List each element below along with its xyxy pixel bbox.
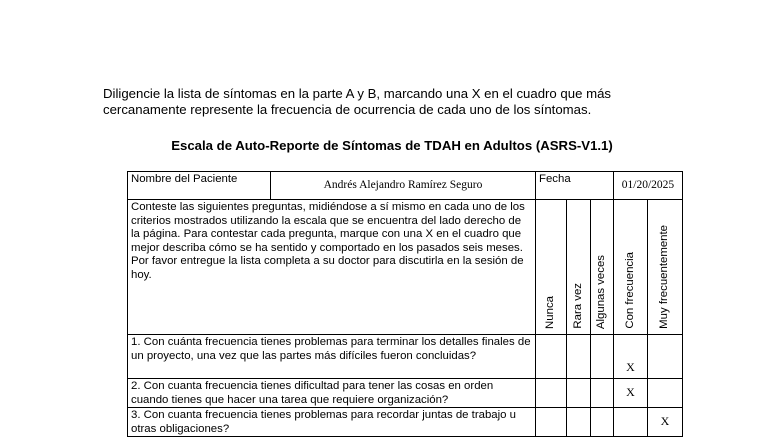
scale-header-algunas-veces	[591, 200, 614, 335]
answer-cell-rara-vez[interactable]	[567, 379, 591, 408]
form-directions: Conteste las siguientes preguntas, midiéndose a sí mismo en cada uno de los criterios mostrados utilizando la escala que se encuentra del lado derecho de la página. Para contestar cada pregunta, marque con una X en el cuadro que mejor describa cómo se ha sentido y comportado en los pasados seis meses. Por favor entregue la lista completa a su doctor para discutirla en la sesión de hoy.	[128, 200, 536, 335]
scale-label: Algunas veces	[595, 254, 608, 329]
answer-cell-algunas-veces[interactable]	[591, 379, 614, 408]
instructions-paragraph	[103, 86, 763, 118]
patient-name-value[interactable]: Andrés Alejandro Ramírez Seguro	[271, 172, 536, 200]
instructions-line-1: Diligencie la lista de síntomas en la parte A y B, marcando una X en el cuadro que más	[103, 86, 612, 101]
answer-cell-nunca[interactable]	[536, 379, 567, 408]
question-text: 1. Con cuánta frecuencia tienes problemas para terminar los detalles finales de un proyecto, una vez que las partes más difíciles fueron concluidas?	[128, 335, 536, 379]
date-value[interactable]: 01/20/2025	[614, 172, 683, 200]
question-row-3	[128, 408, 683, 437]
scale-header-nunca	[536, 200, 567, 335]
scale-label: Con frecuencia	[623, 252, 636, 329]
answer-cell-algunas-veces[interactable]	[591, 335, 614, 379]
answer-cell-muy-frecuentemente[interactable]	[648, 335, 683, 379]
scale-header-muy-frecuentemente	[648, 200, 683, 335]
question-row-2	[128, 379, 683, 408]
answer-cell-rara-vez[interactable]	[567, 408, 591, 437]
scale-label: Nunca	[544, 296, 557, 329]
question-text: 2. Con cuanta frecuencia tienes dificultad para tener las cosas en orden cuando tienes que hacer una tarea que requiere organización?	[128, 379, 536, 408]
answer-cell-nunca[interactable]	[536, 335, 567, 379]
form-title: Escala de Auto-Reporte de Síntomas de TDAH en Adultos (ASRS-V1.1)	[171, 138, 613, 153]
answer-cell-rara-vez[interactable]	[567, 335, 591, 379]
answer-cell-nunca[interactable]	[536, 408, 567, 437]
answer-cell-con-frecuencia[interactable]	[614, 408, 648, 437]
patient-name-label: Nombre del Paciente	[128, 172, 271, 200]
answer-cell-con-frecuencia[interactable]: X	[614, 379, 648, 408]
date-label: Fecha	[536, 172, 614, 200]
asrs-form-table	[127, 171, 683, 437]
answer-cell-con-frecuencia[interactable]: X	[614, 335, 648, 379]
scale-header-rara-vez	[567, 200, 591, 335]
scale-header-con-frecuencia	[614, 200, 648, 335]
answer-cell-muy-frecuentemente[interactable]: X	[648, 408, 683, 437]
scale-label: Rara vez	[571, 283, 584, 329]
question-row-1	[128, 335, 683, 379]
answer-cell-algunas-veces[interactable]	[591, 408, 614, 437]
instructions-line-2: cercanamente represente la frecuencia de ocurrencia de cada uno de los síntomas.	[103, 102, 592, 117]
answer-cell-muy-frecuentemente[interactable]	[648, 379, 683, 408]
scale-label: Muy frecuentemente	[658, 225, 671, 329]
question-text: 3. Con cuanta frecuencia tienes problemas para recordar juntas de trabajo u otras obligaciones?	[128, 408, 536, 437]
